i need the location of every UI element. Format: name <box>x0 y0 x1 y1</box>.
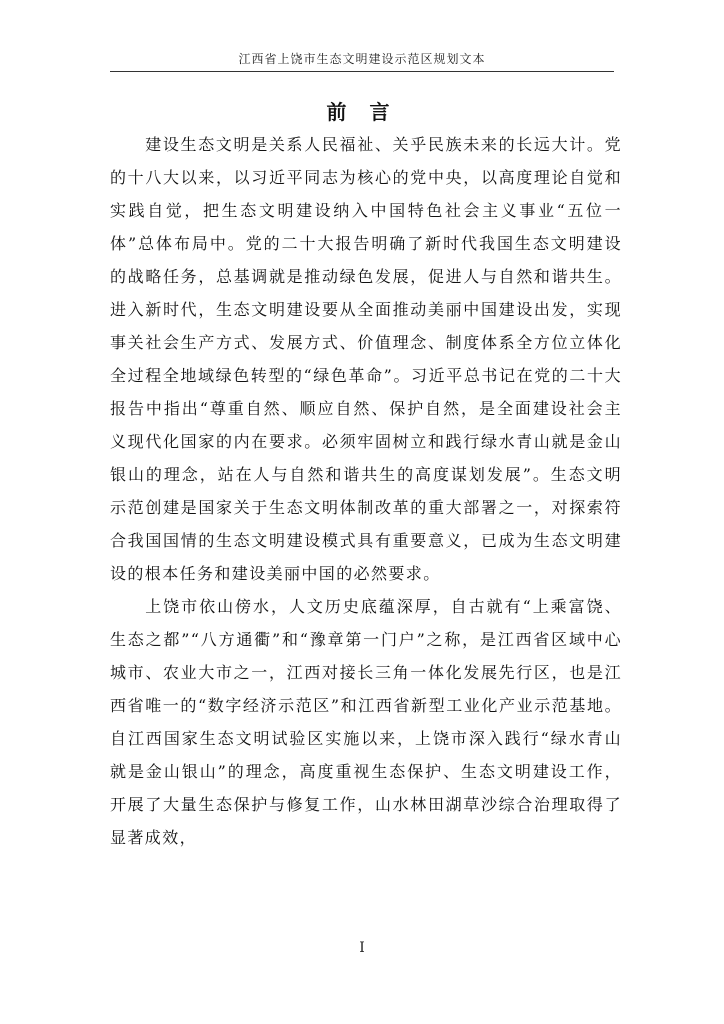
paragraph-1: 建设生态文明是关系人民福祉、关乎民族未来的长远大计。党的十八大以来，以习近平同志为核心的党中央，以高度理论自觉和实践自觉，把生态文明建设纳入中国特色社会主义事业“五位一体”总体布局中。党的二十大报告明确了新时代我国生态文明建设的战略任务，总基调就是推动绿色发展，促进人与自然和谐共生。进入新时代，生态文明建设要从全面推动美丽中国建设出发，实现事关社会生产方式、发展方式、价值理念、制度体系全方位立体化全过程全地域绿色转型的“绿色革命”。习近平总书记在党的二十大报告中指出“尊重自然、顺应自然、保护自然，是全面建设社会主义现代化国家的内在要求。必须牢固树立和践行绿水青山就是金山银山的理念，站在人与自然和谐共生的高度谋划发展”。生态文明示范创建是国家关于生态文明体制改革的重大部署之一，对探索符合我国国情的生态文明建设模式具有重要意义，已成为生态文明建设的根本任务和建设美丽中国的必然要求。 <box>110 135 622 583</box>
running-header: 江西省上饶市生态文明建设示范区规划文本 <box>110 50 614 72</box>
page-title: 前 言 <box>326 100 398 124</box>
paragraph-2: 上饶市依山傍水，人文历史底蕴深厚，自古就有“上乘富饶、生态之都”“八方通衢”和“豫章第一门户”之称，是江西省区域中心城市、农业大市之一，江西对接长三角一体化发展先行区，也是江西省唯一的“数字经济示范区”和江西省新型工业化产业示范基地。自江西国家生态文明试验区实施以来，上饶市深入践行“绿水青山就是金山银山”的理念，高度重视生态保护、生态文明建设工作，开展了大量生态保护与修复工作，山水林田湖草沙综合治理取得了显著成效， <box>110 597 622 847</box>
body-text <box>110 128 622 854</box>
page-number: I <box>359 940 365 956</box>
